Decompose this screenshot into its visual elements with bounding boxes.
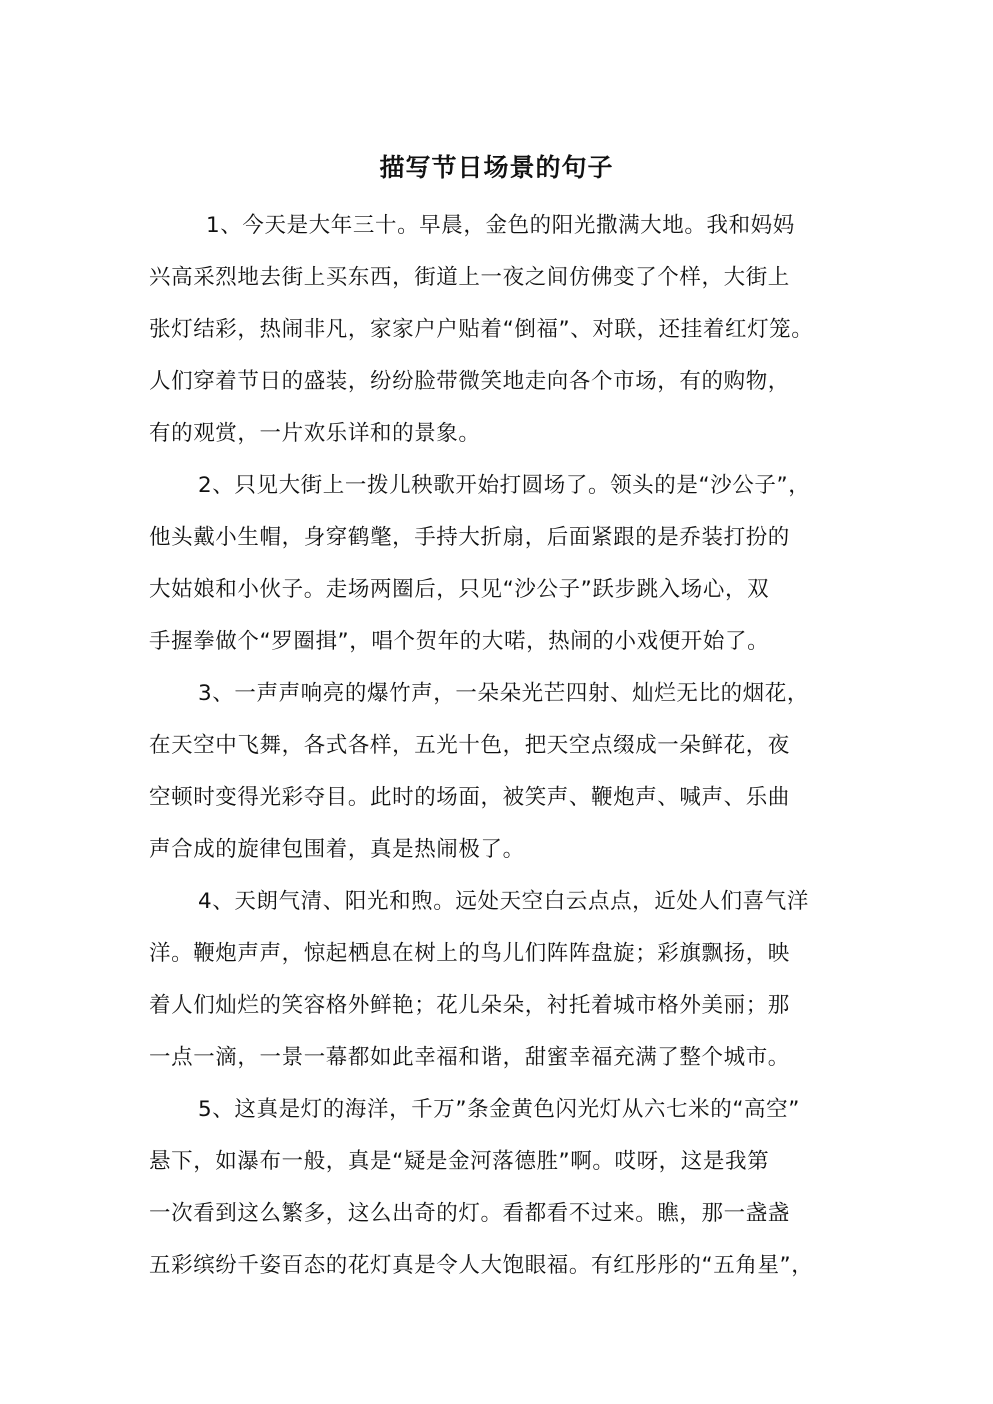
text-line: 洋。鞭炮声声，惊起栖息在树上的鸟儿们阵阵盘旋；彩旗飘扬，映: [149, 941, 790, 966]
text-line: 3、一声声响亮的爆竹声，一朵朵光芒四射、灿烂无比的烟花，: [198, 681, 809, 706]
text-line: 5、这真是灯的海洋，千万”条金黄色闪光灯从六七米的“高空”: [198, 1097, 800, 1122]
text-line: 手握拳做个“罗圈揖”，唱个贺年的大喏，热闹的小戏便开始了。: [149, 629, 770, 654]
text-line: 声合成的旋律包围着，真是热闹极了。: [149, 837, 525, 862]
text-line: 兴高采烈地去街上买东西，街道上一夜之间仿佛变了个样，大街上: [149, 265, 790, 290]
text-line: 着人们灿烂的笑容格外鲜艳；花儿朵朵，衬托着城市格外美丽；那: [149, 993, 790, 1018]
document-title: 描写节日场景的句子: [379, 153, 614, 182]
text-line: 五彩缤纷千姿百态的花灯真是令人大饱眼福。有红彤彤的“五角星”，: [149, 1253, 814, 1278]
text-line: 大姑娘和小伙子。走场两圈后，只见“沙公子”跃步跳入场心，双: [149, 577, 770, 602]
text-line: 2、只见大街上一拨儿秧歌开始打圆场了。领头的是“沙公子”，: [198, 473, 811, 498]
text-line: 悬下，如瀑布一般，真是“疑是金河落德胜”啊。哎呀，这是我第: [149, 1149, 770, 1174]
text-line: 他头戴小生帽，身穿鹤氅，手持大折扇，后面紧跟的是乔装打扮的: [149, 525, 790, 550]
text-line: 一次看到这么繁多，这么出奇的灯。看都看不过来。瞧，那一盏盏: [149, 1201, 790, 1226]
text-line: 张灯结彩，热闹非凡，家家户户贴着“倒福”、对联，还挂着红灯笼。: [149, 317, 814, 342]
text-line: 在天空中飞舞，各式各样，五光十色，把天空点缀成一朵鲜花，夜: [149, 733, 790, 758]
text-line: 空顿时变得光彩夺目。此时的场面，被笑声、鞭炮声、喊声、乐曲: [149, 785, 790, 810]
text-line: 4、天朗气清、阳光和煦。远处天空白云点点，近处人们喜气洋: [198, 889, 809, 914]
text-line: 1、今天是大年三十。早晨，金色的阳光撒满大地。我和妈妈: [206, 213, 795, 238]
text-line: 人们穿着节日的盛装，纷纷脸带微笑地走向各个市场，有的购物，: [149, 369, 790, 394]
text-line: 有的观赏，一片欢乐详和的景象。: [149, 421, 481, 446]
text-line: 一点一滴，一景一幕都如此幸福和谐，甜蜜幸福充满了整个城市。: [149, 1045, 790, 1070]
